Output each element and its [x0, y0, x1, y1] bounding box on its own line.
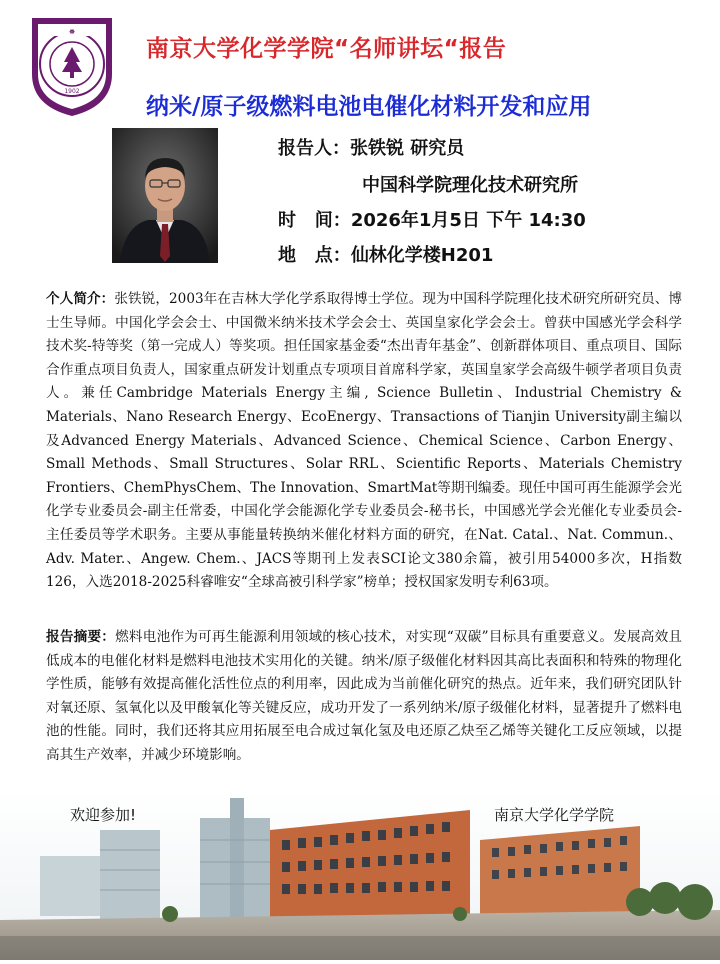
talk-title: 纳米/原子级燃料电池电催化材料开发和应用: [146, 94, 592, 120]
abstract-label: 报告摘要：: [46, 629, 116, 645]
footer-school-name: 南京大学化学学院: [494, 806, 615, 824]
svg-text:1902: 1902: [64, 88, 80, 95]
bio-paragraph: [46, 288, 682, 595]
abstract-paragraph: [46, 626, 682, 768]
time-label: 时 间：: [278, 210, 351, 231]
welcome-text: 欢迎参加!: [70, 806, 137, 824]
speaker-name: 张铁锐 研究员: [350, 138, 465, 159]
time-value: 2026年1月5日 下午 14:30: [350, 210, 586, 231]
speaker-affiliation: 中国科学院理化技术研究所: [362, 175, 578, 196]
abstract-text: 燃料电池作为可再生能源利用领域的核心技术，对实现“双碳”目标具有重要意义。发展高效且低成本的电催化材料是燃料电池技术实用化的关键。纳米/原子级催化材料因其高比表面积和特殊的物理化学性质，能够有效提高催化活性位点的利用率，因此成为当前催化研究的热点。近年来，我们研究团队针对氧还原、氢氧化以及甲酸氧化等关键反应，成功开发了一系列纳米/原子级催化材料，显著提升了燃料电池的性能。同时，我们还将其应用拓展至电合成过氧化氢及电还原乙炔至乙烯等关键化工反应领域，以提高其生产效率，并减少环境影响。: [46, 629, 683, 763]
place-label: 地 点：: [278, 245, 351, 266]
bio-label: 个人简介：: [46, 291, 115, 307]
place-value: 仙林化学楼H201: [350, 245, 494, 266]
page-title: 南京大学化学学院“名师讲坛“报告: [146, 36, 507, 62]
speaker-line: [278, 134, 464, 160]
speaker-photo: [112, 128, 218, 263]
svg-text:⛯: ⛯: [69, 28, 75, 36]
bio-text: 张铁锐，2003年在吉林大学化学系取得博士学位。现为中国科学院理化技术研究所研究员、博士生导师。中国化学会会士、中国微米纳米技术学会会士、英国皇家化学会会士。曾获中国感光学会科学技术奖-特等奖（第一完成人）等奖项。担任国家基金委“杰出青年基金”、创新群体项目、重点项目、国际合作重点项目负责人，国家重点研发计划重点专项项目首席科学家，英国皇家学会高级牛顿学者项目负责人。兼任Cambridge Materials Energy主编, Science Bulletin、Industrial Chemistry & Materials、Nano Research Energy、EcoEnergy、Transactions of Tianjin University副主编以及Advanced Energy Materials、Advanced Science、Chemical Science、Carbon Energy、Small Methods、Small Structures、Solar RRL、Scientific Reports、Materials Chemistry Frontiers、ChemPhysChem、The Innovation、SmartMat等期刊编委。现任中国可再生能源学会光化学专业委员会-副主任常委，中国化学会能源化学专业委员会-秘书长，中国感光学会光催化专业委员会-主任委员等学术职务。主要从事能量转换纳米催化材料方面的研究，在Nat. Catal.、Nat. Commun.、Adv. Mater.、Angew. Chem.、JACS等期刊上发表SCI论文380余篇，被引用54000多次，H指数126，入选2018-2025科睿唯安“全球高被引科学家”榜单；授权国家发明专利63项。: [46, 291, 683, 591]
speaker-label: 报告人：: [278, 138, 350, 159]
time-line: [278, 206, 586, 232]
place-line: [278, 241, 493, 267]
university-seal-icon: [28, 14, 116, 118]
